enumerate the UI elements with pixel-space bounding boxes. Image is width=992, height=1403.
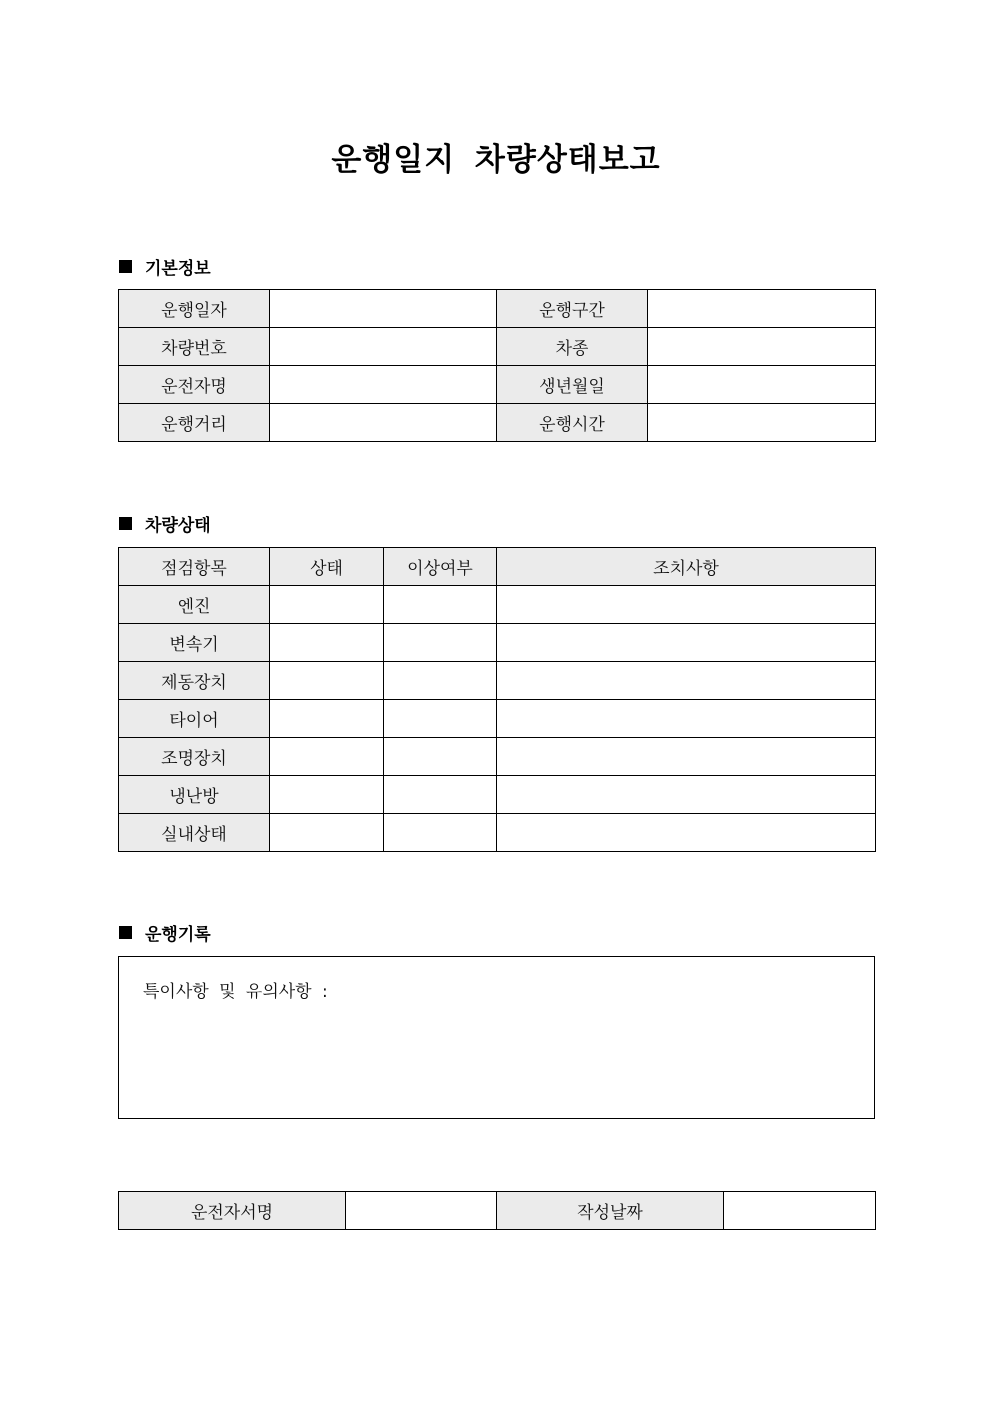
abnormal-field[interactable] bbox=[384, 776, 497, 814]
action-field[interactable] bbox=[497, 700, 876, 738]
section-basic-heading bbox=[119, 254, 211, 279]
state-field[interactable] bbox=[270, 624, 384, 662]
item-label: 냉난방 bbox=[119, 776, 270, 814]
abnormal-field[interactable] bbox=[384, 662, 497, 700]
operation-time-field[interactable] bbox=[648, 404, 876, 442]
operation-route-field[interactable] bbox=[648, 290, 876, 328]
table-row bbox=[119, 624, 876, 662]
state-field[interactable] bbox=[270, 814, 384, 852]
square-bullet-icon bbox=[119, 517, 132, 530]
section-basic-label: 기본정보 bbox=[145, 259, 211, 279]
section-record-heading bbox=[119, 920, 211, 945]
state-field[interactable] bbox=[270, 738, 384, 776]
square-bullet-icon bbox=[119, 260, 132, 273]
item-label: 변속기 bbox=[119, 624, 270, 662]
basic-info-table bbox=[118, 289, 876, 442]
item-label: 조명장치 bbox=[119, 738, 270, 776]
abnormal-field[interactable] bbox=[384, 738, 497, 776]
table-row bbox=[119, 1192, 876, 1230]
section-record-label: 운행기록 bbox=[145, 925, 211, 945]
vehicle-number-label: 차량번호 bbox=[119, 328, 270, 366]
table-row bbox=[119, 586, 876, 624]
action-field[interactable] bbox=[497, 662, 876, 700]
table-row bbox=[119, 290, 876, 328]
page-title: 운행일지 차량상태보고 bbox=[331, 142, 661, 178]
state-field[interactable] bbox=[270, 662, 384, 700]
vehicle-type-label: 차종 bbox=[497, 328, 648, 366]
driver-name-field[interactable] bbox=[270, 366, 497, 404]
operation-route-label: 운행구간 bbox=[497, 290, 648, 328]
state-field[interactable] bbox=[270, 776, 384, 814]
state-field[interactable] bbox=[270, 586, 384, 624]
action-field[interactable] bbox=[497, 586, 876, 624]
abnormal-field[interactable] bbox=[384, 700, 497, 738]
header-check-item: 점검항목 bbox=[119, 548, 270, 586]
abnormal-field[interactable] bbox=[384, 624, 497, 662]
operation-date-label: 운행일자 bbox=[119, 290, 270, 328]
square-bullet-icon bbox=[119, 926, 132, 939]
vehicle-type-field[interactable] bbox=[648, 328, 876, 366]
vehicle-status-table bbox=[118, 547, 876, 852]
item-label: 엔진 bbox=[119, 586, 270, 624]
action-field[interactable] bbox=[497, 738, 876, 776]
driver-signature-field[interactable] bbox=[346, 1192, 497, 1230]
notes-label: 특이사항 및 유의사항 : bbox=[143, 982, 328, 1002]
distance-label: 운행거리 bbox=[119, 404, 270, 442]
table-row bbox=[119, 366, 876, 404]
table-row bbox=[119, 700, 876, 738]
table-row bbox=[119, 662, 876, 700]
table-header-row bbox=[119, 548, 876, 586]
vehicle-number-field[interactable] bbox=[270, 328, 497, 366]
written-date-field[interactable] bbox=[724, 1192, 876, 1230]
header-abnormal: 이상여부 bbox=[384, 548, 497, 586]
item-label: 실내상태 bbox=[119, 814, 270, 852]
action-field[interactable] bbox=[497, 624, 876, 662]
operation-date-field[interactable] bbox=[270, 290, 497, 328]
signature-table bbox=[118, 1191, 876, 1230]
driver-name-label: 운전자명 bbox=[119, 366, 270, 404]
birth-date-label: 생년월일 bbox=[497, 366, 648, 404]
written-date-label: 작성날짜 bbox=[497, 1192, 724, 1230]
action-field[interactable] bbox=[497, 776, 876, 814]
action-field[interactable] bbox=[497, 814, 876, 852]
table-row bbox=[119, 404, 876, 442]
table-row bbox=[119, 814, 876, 852]
table-row bbox=[119, 738, 876, 776]
item-label: 제동장치 bbox=[119, 662, 270, 700]
notes-box[interactable] bbox=[118, 956, 875, 1119]
header-action: 조치사항 bbox=[497, 548, 876, 586]
section-status-heading bbox=[119, 511, 211, 536]
operation-time-label: 운행시간 bbox=[497, 404, 648, 442]
driver-signature-label: 운전자서명 bbox=[119, 1192, 346, 1230]
section-status-label: 차량상태 bbox=[145, 516, 211, 536]
header-state: 상태 bbox=[270, 548, 384, 586]
abnormal-field[interactable] bbox=[384, 586, 497, 624]
birth-date-field[interactable] bbox=[648, 366, 876, 404]
abnormal-field[interactable] bbox=[384, 814, 497, 852]
distance-field[interactable] bbox=[270, 404, 497, 442]
table-row bbox=[119, 776, 876, 814]
table-row bbox=[119, 328, 876, 366]
item-label: 타이어 bbox=[119, 700, 270, 738]
state-field[interactable] bbox=[270, 700, 384, 738]
